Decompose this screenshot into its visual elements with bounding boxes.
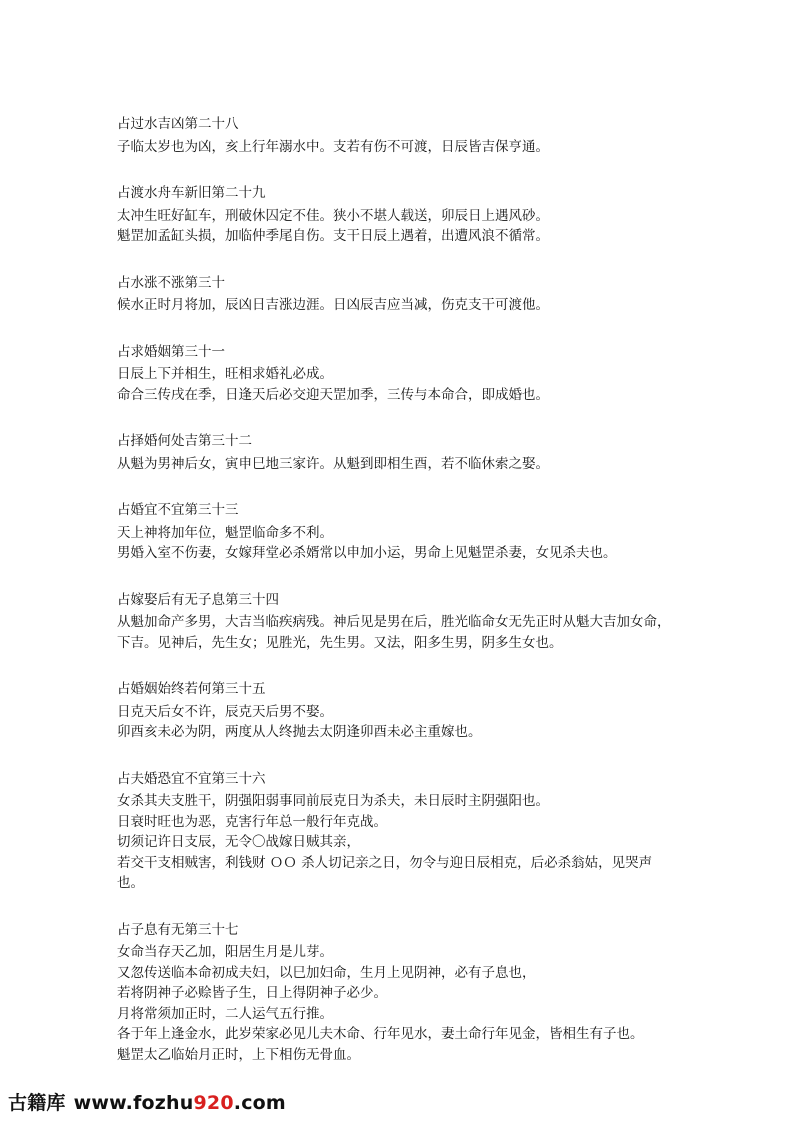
site-url-suffix: .com [233,1092,286,1114]
section-heading: 占求婚姻第三十一 [117,343,225,360]
verse-line: 日辰上下并相生，旺相求婚礼必成。 [117,366,333,382]
section-heading: 占婚姻始终若何第三十五 [117,681,266,697]
section-29 [117,183,677,247]
verse-line: 日克天后女不许，辰克天后男不娶。 [117,703,333,720]
section-33 [117,500,677,564]
verse-line: 从魁为男神后女，寅申巳地三家许。从魁到即相生酉，若不临休索之娶。 [117,455,549,472]
verse-line: 候水正时月将加，辰凶日吉涨边涯。日凶辰吉应当减，伤克支干可渡他。 [117,297,549,313]
verse-line: 卯酉亥未必为阴，两度从人终抛去太阴逢卯酉未必主重嫁也。 [117,724,482,740]
section-heading: 占婚宜不宜第三十三 [117,502,239,518]
verse-line: 各于年上逢金水，此岁荣家必见儿夫木命、行年见水，妻土命行年见金，皆相生有子也。 [117,1026,644,1042]
verse-line: 魁罡加孟缸头损，加临仲季尾自伤。支干日辰上遇着，出遭风浪不循常。 [117,228,549,244]
verse-line: 切须记许日支辰，无令〇战嫁日贼其亲， [117,834,360,850]
section-30 [117,273,677,316]
verse-line: 命合三传戌在季，日逢天后必交迎天罡加季，三传与本命合，即成婚也。 [117,386,549,403]
verse-line: 子临太岁也为凶，亥上行年溺水中。支若有伤不可渡，日辰皆吉保亨通。 [117,138,549,155]
section-34 [117,590,677,654]
section-36 [117,769,677,894]
section-heading: 占子息有无第三十七 [117,921,239,938]
section-35 [117,679,677,743]
site-name: 古籍库 [8,1092,66,1114]
verse-line: 女命当存天乙加，阳居生月是儿芽。 [117,944,333,960]
verse-line: 若交干支相贼害，利钱财 ＯＯ 杀人切记亲之日，勿令与迎日辰相克，后必杀翁姑，见哭声也。 [117,854,653,891]
verse-line: 月将常须加正时，二人运气五行推。 [117,1005,333,1022]
verse-line: 日衰时旺也为恶，克害行年总一般行年克战。 [117,813,387,830]
section-heading: 占渡水舟车新旧第二十九 [117,185,266,201]
verse-line: 男婚入室不伤妻，女嫁拜堂必杀婿常以申加小运，男命上见魁罡杀妻，女见杀夫也。 [117,545,617,561]
section-heading: 占夫婚恐宜不宜第三十六 [117,770,266,787]
verse-line: 女杀其夫支胜干，阴强阳弱事同前辰克日为杀夫，未日辰时主阴强阳也。 [117,793,549,809]
section-28 [117,114,677,157]
site-url-prefix: www.fozhu [73,1092,194,1114]
section-37 [117,920,677,1066]
verse-line: 魁罡太乙临始月正时，上下相伤无骨血。 [117,1046,360,1063]
section-heading: 占嫁娶后有无子息第三十四 [117,591,279,608]
verse-line: 又忽传送临本命初成夫妇，以巳加妇命，生月上见阴神，必有子息也， [117,964,536,981]
section-32 [117,431,677,474]
verse-line: 太冲生旺好缸车，刑破休囚定不佳。狭小不堪人载送，卯辰日上遇风砂。 [117,207,549,224]
verse-line: 若将阴神子必赊皆子生，日上得阴神子必少。 [117,985,387,1001]
verse-line: 从魁加命产多男，大吉当临疾病残。神后见是男在后，胜光临命女无先正时从魁大吉加女命，下吉。见神后，先生女；见胜光，先生男。又法，阳多生男，阴多生女也。 [117,614,671,651]
verse-line: 天上神将加年位，魁罡临命多不利。 [117,524,333,541]
site-url-number: 920 [193,1092,234,1114]
section-heading: 占水涨不涨第三十 [117,274,225,291]
watermark-footer [8,1088,286,1114]
document-body [117,114,677,1091]
section-31 [117,342,677,406]
section-heading: 占择婚何处吉第三十二 [117,433,252,449]
section-heading: 占过水吉凶第二十八 [117,116,239,132]
